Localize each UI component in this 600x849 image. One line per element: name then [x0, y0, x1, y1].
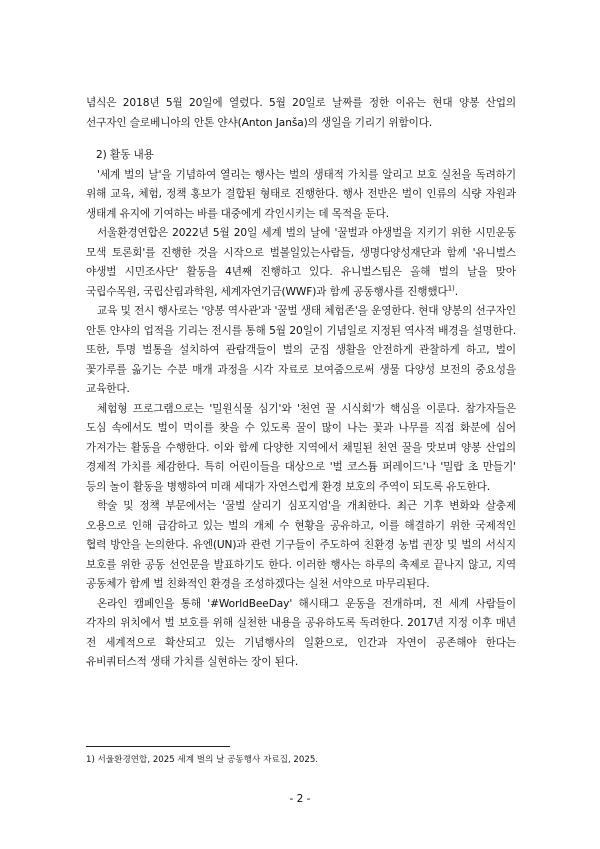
paragraph-1: '세계 벌의 날'을 기념하여 열리는 행사는 벌의 생태적 가치를 알리고 보호 실천을 독려하기 위해 교육, 체험, 정책 홍보가 결합된 형태로 진행한다. 행사 전반은 벌이 인류의 식량 자원과 생태계 유지에 기여하는 바를 대중에게 각인시키는 데 목적을 둔다. [86, 168, 516, 220]
paragraph-2: 서울환경연합은 2022년 5월 20일 세계 벌의 날에 '꿀벌과 야생벌을 지키기 위한 시민운동 모색 토론회'를 진행한 것을 시작으로 벌볼일있는사람들, 생명다양성재단과 함께 '유니벌스 야생벌 시민조사단' 활동을 4년째 진행하고 있다. 유니벌스팀은 올해 벌의 날을 맞아 국립수목원, 국립산림과학원, 세계자연기금(WWF)과 함께 공동행사를 진행했다$^{1)}$. [86, 227, 516, 298]
footnote: 1) 서울환경연합, 2025 세계 벌의 날 공동행사 자료집, 2025. [86, 755, 319, 765]
paragraph-intro: 념식은 2018년 5월 20일에 열렸다. 5월 20일로 날짜를 정한 이유는 현대 양봉 산업의 선구자인 슬로베니아의 안톤 얀샤(Anton Janša)의 생일을 기리기 위함이다. [86, 97, 516, 129]
document-body [86, 94, 516, 673]
paragraph-2-text: 서울환경연합은 2022년 5월 20일 세계 벌의 날에 '꿀벌과 야생벌을 지키기 위한 시민운동 모색 토론회'를 진행한 것을 시작으로 벌볼일있는사람들, 생명다양성재단과 함께 '유니벌스 야생벌 시민조사단' 활동을 4년째 진행하고 있다. 유니벌스팀은 올해 벌의 날을 맞아 국립수목원, 국립산림과학원, 세계자연기금(WWF)과 함께 공동행사를 진행했다 [86, 227, 516, 298]
footnote-ref[interactable]: 1) [447, 283, 455, 292]
footnote-divider [86, 746, 230, 747]
page-number: - 2 - [289, 793, 311, 805]
paragraph-3: 교육 및 전시 행사로는 '양봉 역사관'과 '꿀벌 생태 체험존'을 운영한다. 현대 양봉의 선구자인 안톤 얀샤의 업적을 기리는 전시를 통해 5월 20일이 기념일로 지정된 역사적 배경을 설명한다. 또한, 투명 벌통을 설치하여 관람객들이 벌의 군집 생활을 안전하게 관찰하게 하고, 벌이 꽃가루를 옮기는 수분 매개 과정을 시각 자료로 보여줌으로써 생물 다양성 보전의 중요성을 교육한다. [86, 305, 516, 395]
paragraph-5: 학술 및 정책 부문에서는 '꿀벌 살리기 심포지엄'을 개최한다. 최근 기후 변화와 살충제 오용으로 인해 급감하고 있는 벌의 개체 수 현황을 공유하고, 이를 해결하기 위한 국제적인 협력 방안을 논의한다. 유엔(UN)과 관련 기구들이 주도하여 친환경 농법 권장 및 벌의 서식지 보호를 위한 공동 선언문을 발표하기도 한다. 이러한 행사는 하루의 축제로 끝나지 않고, 지역 공동체가 함께 벌 친화적인 환경을 조성하겠다는 실천 서약으로 마무리된다. [86, 500, 516, 590]
paragraph-4: 체험형 프로그램으로는 '밀원식물 심기'와 '천연 꿀 시식회'가 핵심을 이룬다. 참가자들은 도심 속에서도 벌이 먹이를 찾을 수 있도록 꿀이 많이 나는 꽃과 나무를 직접 화분에 심어 가져가는 활동을 수행한다. 이와 함께 다양한 지역에서 채밀된 천연 꿀을 맛보며 양봉 산업의 경제적 가치를 체감한다. 특히 어린이들을 대상으로 '벌 코스튬 퍼레이드'나 '밀랍 초 만들기' 등의 놀이 활동을 병행하여 미래 세대가 자연스럽게 환경 보호의 주역이 되도록 유도한다. [86, 402, 516, 493]
section-heading: 2) 활동 내용 [96, 149, 154, 161]
paragraph-6: 온라인 캠페인을 통해 '#WorldBeeDay' 해시태그 운동을 전개하며, 전 세계 사람들이 각자의 위치에서 벌 보호를 위해 실천한 내용을 공유하도록 독려한다. 2017년 지정 이후 매년 전 세계적으로 확산되고 있는 기념행사의 일환으로, 인간과 자연이 공존해야 한다는 유비쿼터스적 생태 가치를 실현하는 장이 된다. [86, 597, 516, 668]
